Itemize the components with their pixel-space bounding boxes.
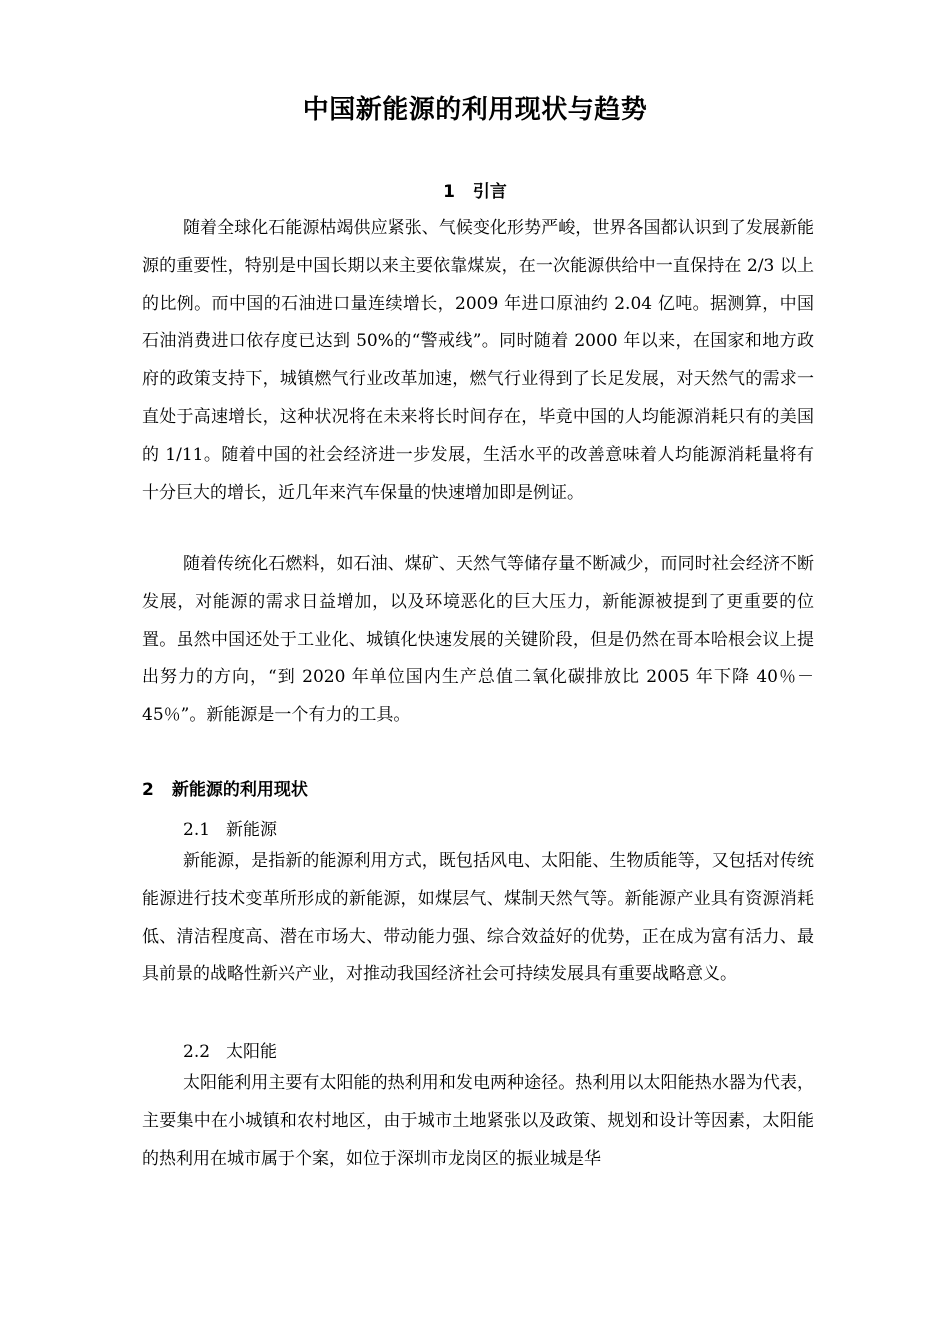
section-1-paragraph-2: 随着传统化石燃料，如石油、煤矿、天然气等储存量不断减少，而同时社会经济不断发展，对能源的需求日益增加，以及环境恶化的巨大压力，新能源被提到了更重要的位置。虽然中国还处于工业化、城镇化快速发展的关键阶段，但是仍然在哥本哈根会议上提出努力的方向，“到 2020 年单位国内生产总值二氧化碳排放比 2005 年下降 40％－45％”。新能源是一个有力的工具。 (142, 554, 814, 726)
subsection-2-2-paragraph: 太阳能利用主要有太阳能的热利用和发电两种途径。热利用以太阳能热水器为代表，主要集中在小城镇和农村地区，由于城市土地紧张以及政策、规划和设计等因素，太阳能的热利用在城市属于个案，如位于深圳市龙岗区的振业城是华 (142, 1073, 814, 1169)
subsection-2-2-title: 太阳能 (226, 1042, 278, 1062)
section-1-paragraph-1: 随着全球化石能源枯竭供应紧张、气候变化形势严峻，世界各国都认识到了发展新能源的重要性，特别是中国长期以来主要依靠煤炭，在一次能源供给中一直保持在 2/3 以上的比例。而中国的石油进口量连续增长，2009 年进口原油约 2.04 亿吨。据测算，中国石油消费进口依存度已达到 50%的“警戒线”。同时随着 2000 年以来，在国家和地方政府的政策支持下，城镇燃气行业改革加速，燃气行业得到了长足发展，对天然气的需求一直处于高速增长，这种状况将在未来将长时间存在，毕竟中国的人均能源消耗只有的美国的 1/11。随着中国的社会经济进一步发展，生活水平的改善意味着人均能源消耗量将有十分巨大的增长，近几年来汽车保量的快速增加即是例证。 (142, 218, 814, 503)
section-2-number: 2 (142, 780, 154, 800)
section-2-heading (142, 778, 308, 802)
section-1-title: 引言 (472, 182, 507, 202)
subsection-2-2-heading (183, 1040, 277, 1064)
section-1-number: 1 (443, 182, 455, 202)
section-1-heading (0, 180, 950, 204)
subsection-2-1-heading (183, 818, 277, 842)
document-title: 中国新能源的利用现状与趋势 (302, 95, 648, 125)
subsection-2-1-paragraph: 新能源，是指新的能源利用方式，既包括风电、太阳能、生物质能等，又包括对传统能源进行技术变革所形成的新能源，如煤层气、煤制天然气等。新能源产业具有资源消耗低、清洁程度高、潜在市场大、带动能力强、综合效益好的优势，正在成为富有活力、最具前景的战略性新兴产业，对推动我国经济社会可持续发展具有重要战略意义。 (142, 851, 814, 985)
subsection-2-1-title: 新能源 (226, 820, 278, 840)
section-2-title: 新能源的利用现状 (171, 780, 308, 800)
subsection-2-2-number: 2.2 (183, 1042, 211, 1062)
subsection-2-1-number: 2.1 (183, 820, 211, 840)
